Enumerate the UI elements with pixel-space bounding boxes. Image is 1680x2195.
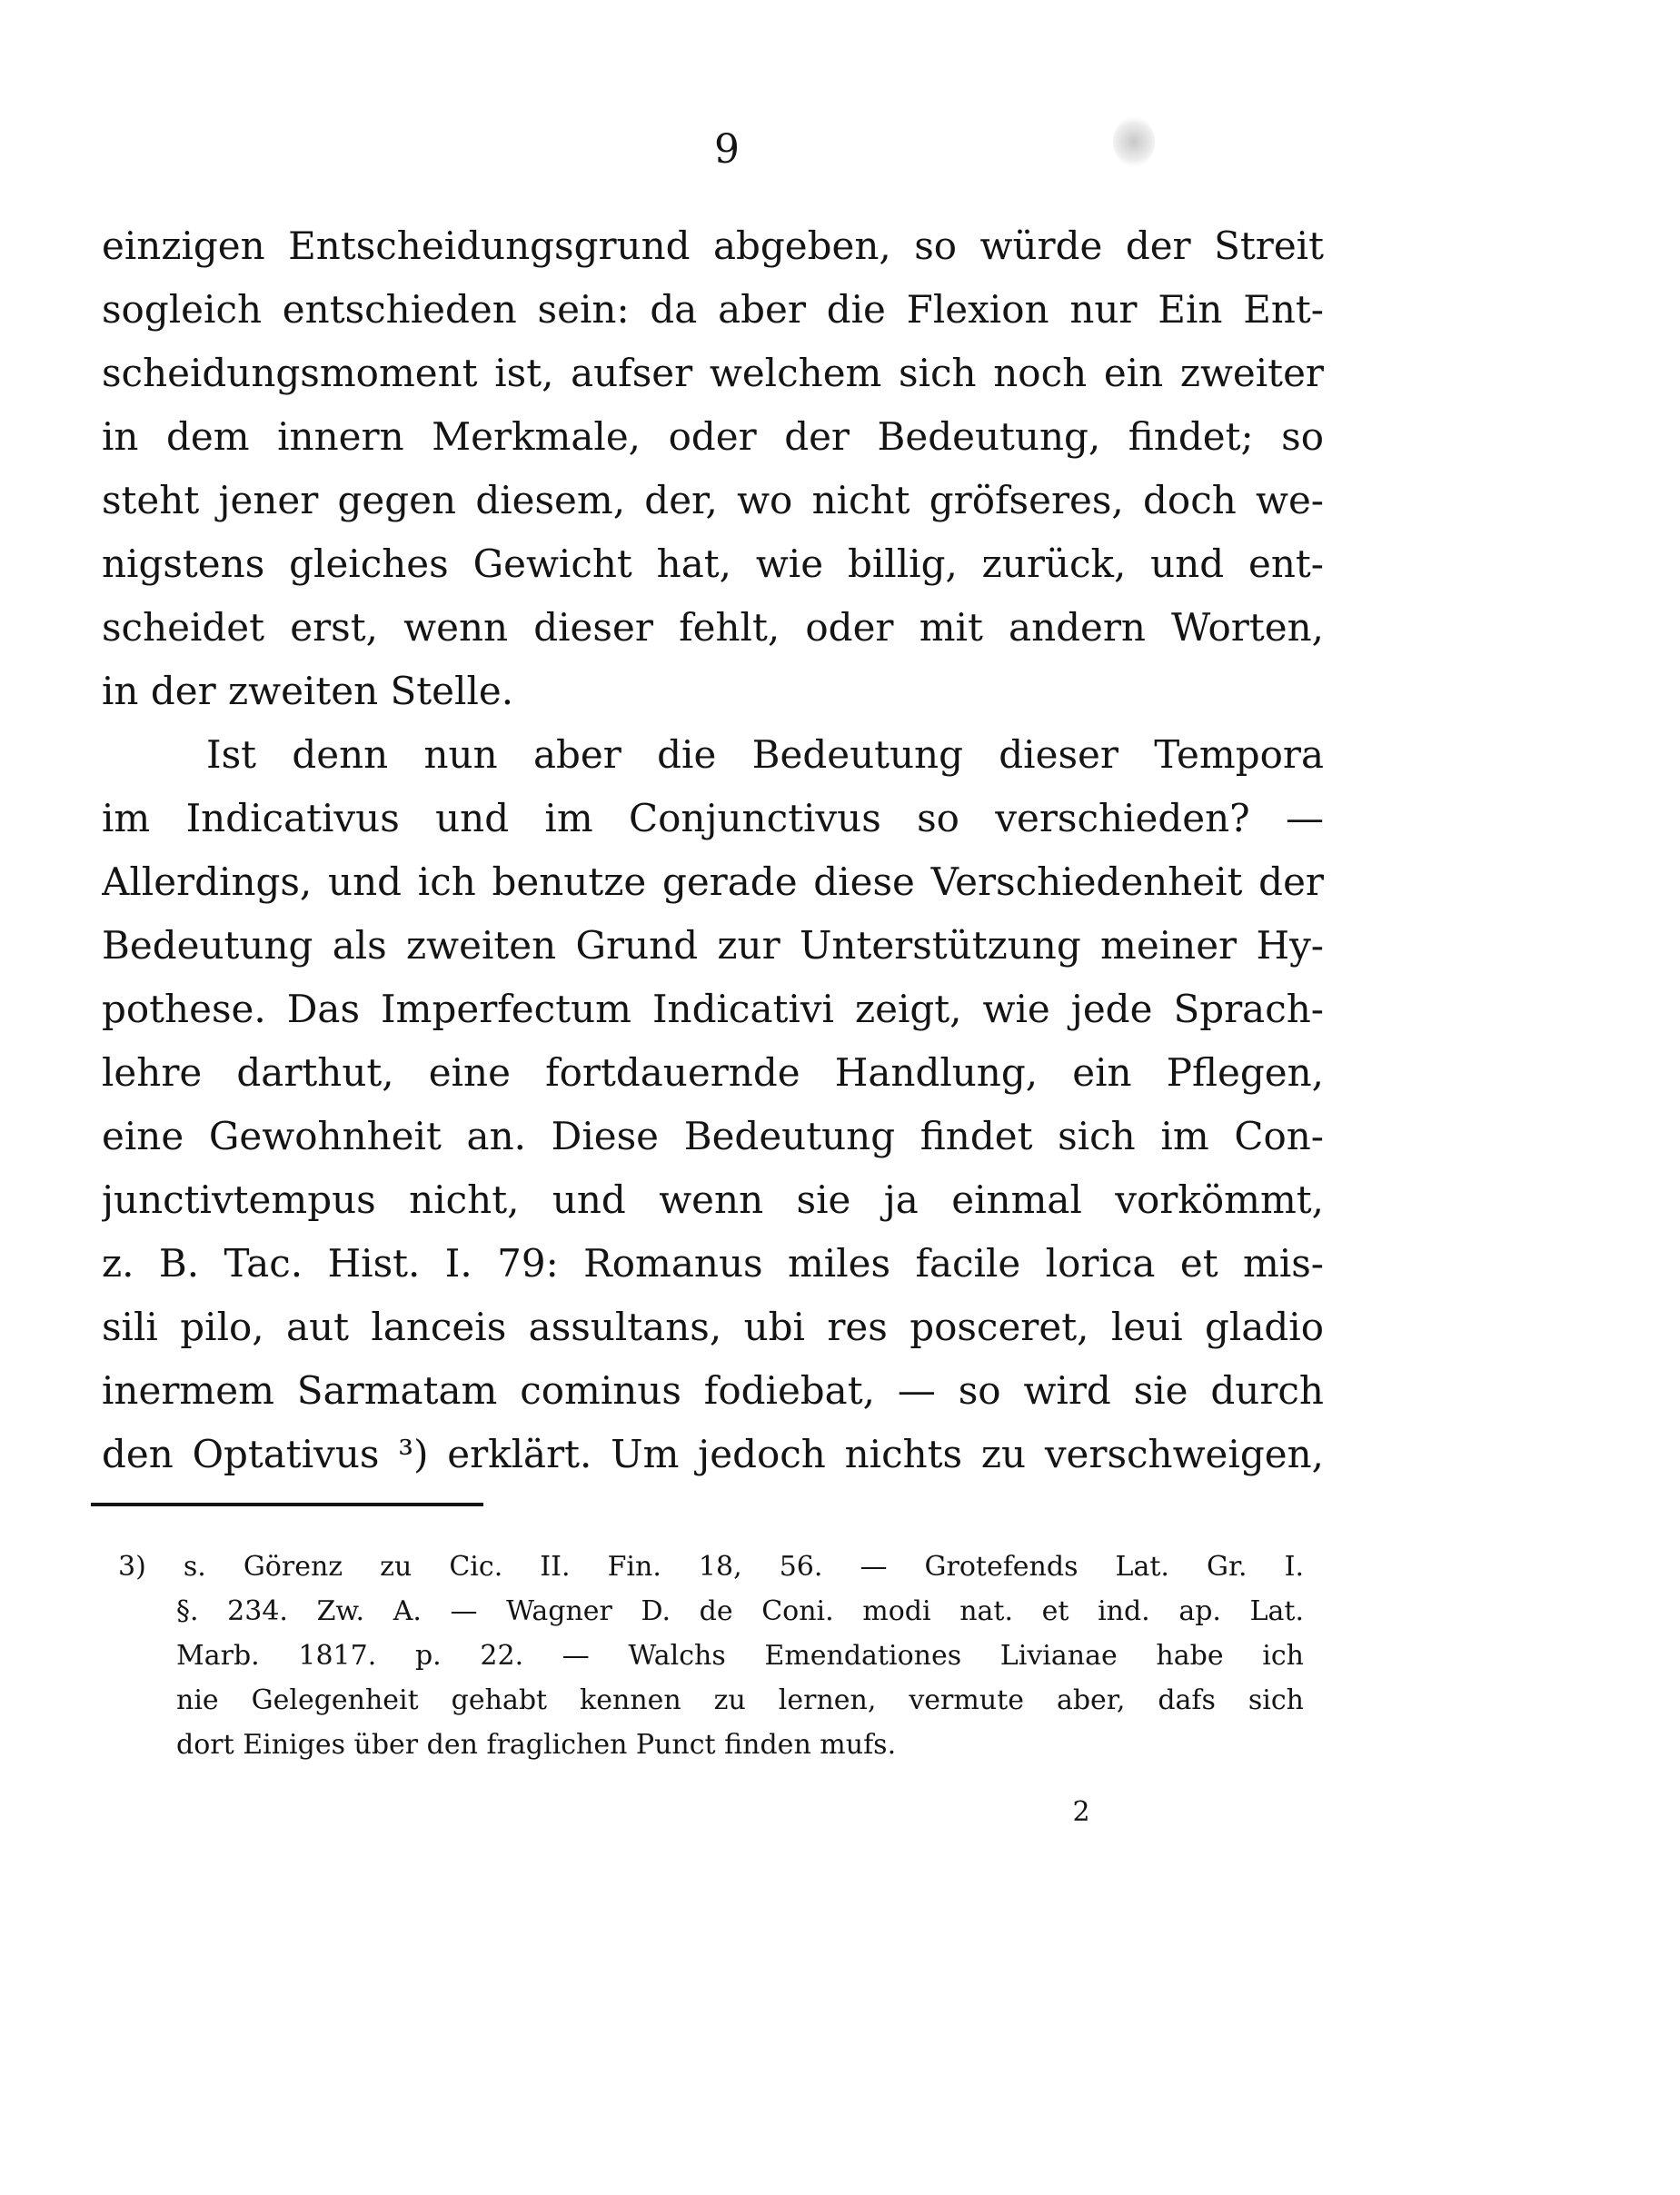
body-line: scheidungsmoment ist, aufser welchem sich noch ein zweiter — [102, 351, 1324, 395]
body-line: Bedeutung als zweiten Grund zur Unterstützung meiner Hy- — [102, 923, 1324, 968]
body-line: in der zweiten Stelle. — [102, 669, 514, 713]
body-line: Ist denn nun aber die Bedeutung dieser Tempora — [206, 732, 1324, 777]
signature-mark: 2 — [1072, 1796, 1090, 1828]
body-line: Allerdings, und ich benutze gerade diese Verschiedenheit der — [102, 859, 1324, 904]
body-line: junctivtempus nicht, und wenn sie ja einmal vorkömmt, — [102, 1177, 1324, 1222]
footnote-line: dort Einiges über den fraglichen Punct finden mufs. — [176, 1729, 897, 1761]
body-line: lehre darthut, eine fortdauernde Handlung, ein Pflegen, — [102, 1050, 1324, 1095]
body-line: z. B. Tac. Hist. I. 79: Romanus miles facile lorica et mis- — [102, 1241, 1324, 1286]
body-line: nigstens gleiches Gewicht hat, wie billig, zurück, und ent- — [102, 541, 1324, 586]
footnote-line: §. 234. Zw. A. — Wagner D. de Coni. modi nat. et ind. ap. Lat. — [176, 1595, 1304, 1627]
body-line: scheidet erst, wenn dieser fehlt, oder mit andern Worten, — [102, 605, 1324, 650]
body-text — [102, 214, 1324, 1486]
footnote-rule — [91, 1503, 483, 1506]
footnote-line: nie Gelegenheit gehabt kennen zu lernen, vermute aber, dafs sich — [176, 1684, 1304, 1716]
footnote-line: Marb. 1817. p. 22. — Walchs Emendationes Livianae habe ich — [176, 1640, 1304, 1672]
page-number: 9 — [714, 126, 740, 173]
body-line: den Optativus ³) erklärt. Um jedoch nichts zu verschweigen, — [102, 1432, 1324, 1476]
body-line: im Indicativus und im Conjunctivus so verschieden? — — [102, 796, 1324, 840]
ink-smudge — [1113, 116, 1155, 167]
body-line: eine Gewohnheit an. Diese Bedeutung findet sich im Con- — [102, 1114, 1324, 1158]
body-line: einzigen Entscheidungsgrund abgeben, so würde der Streit — [102, 223, 1324, 268]
body-line: in dem innern Merkmale, oder der Bedeutung, findet; so — [102, 414, 1324, 459]
footnote-line: 3) s. Görenz zu Cic. II. Fin. 18, 56. — Grotefends Lat. Gr. I. — [118, 1551, 1304, 1583]
footnotes — [118, 1544, 1304, 1767]
body-line: steht jener gegen diesem, der, wo nicht gröfseres, doch we- — [102, 478, 1324, 522]
body-line: pothese. Das Imperfectum Indicativi zeigt, wie jede Sprach- — [102, 987, 1324, 1031]
body-line: sili pilo, aut lanceis assultans, ubi res posceret, leui gladio — [102, 1305, 1324, 1349]
body-line: inermem Sarmatam cominus fodiebat, — so wird sie durch — [102, 1368, 1324, 1413]
body-line: sogleich entschieden sein: da aber die Flexion nur Ein Ent- — [102, 287, 1324, 332]
